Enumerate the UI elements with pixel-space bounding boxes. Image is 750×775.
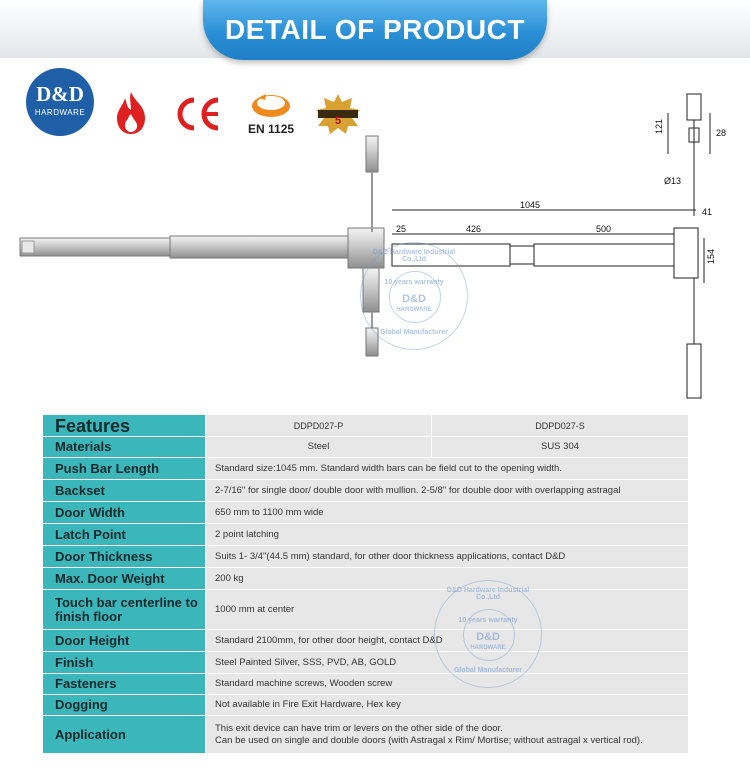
- row-label: Backset: [43, 480, 206, 502]
- row-value: 200 kg: [206, 568, 689, 590]
- table-row: [43, 502, 689, 524]
- watermark-warranty-2: 10 years warranty: [458, 617, 518, 624]
- row-label: Door Thickness: [43, 546, 206, 568]
- row-label: Push Bar Length: [43, 458, 206, 480]
- watermark-bottom-2: Global Manufacturer: [453, 667, 523, 674]
- logo-brand: D&D: [36, 82, 84, 106]
- row-value: Suits 1- 3/4"(44.5 mm) standard, for other door thickness applications, contact D&D: [206, 546, 689, 568]
- fire-icon: [113, 90, 149, 136]
- features-table: [42, 414, 689, 754]
- watermark-bottom: Global Manufacturer: [379, 329, 449, 336]
- dim-41: 41: [702, 207, 713, 217]
- row-label: Door Height: [43, 630, 206, 652]
- table-row: [43, 716, 689, 754]
- dim-500: 500: [596, 224, 612, 234]
- table-row: [43, 590, 689, 630]
- row-value: 2 point latching: [206, 524, 689, 546]
- watermark-sub-2: HARDWARE: [470, 645, 506, 651]
- title-banner: [203, 0, 547, 60]
- row-label: Latch Point: [43, 524, 206, 546]
- table-row: [43, 568, 689, 590]
- table-row: [43, 524, 689, 546]
- materials-p-value: Steel: [206, 437, 432, 458]
- watermark-warranty: 10 years warranty: [384, 279, 444, 286]
- row-label: Application: [43, 716, 206, 754]
- watermark-brand: D&D: [402, 293, 426, 305]
- application-line-2: Can be used on single and double doors (with Astragal x Rim/ Mortise; without astragal x vertical rod).: [215, 734, 643, 746]
- row-label: Max. Door Weight: [43, 568, 206, 590]
- row-value: Standard size:1045 mm. Standard width bars can be field cut to the opening width.: [206, 458, 689, 480]
- row-label: Materials: [43, 437, 206, 458]
- row-value: Standard machine screws, Wooden screw: [206, 674, 689, 695]
- ce-mark-icon: [174, 96, 226, 132]
- row-value: Steel Painted Silver, SSS, PVD, AB, GOLD: [206, 652, 689, 674]
- svg-text:5: 5: [334, 115, 342, 127]
- row-label: Finish: [43, 652, 206, 674]
- materials-s-value: SUS 304: [432, 437, 689, 458]
- brand-logo: [26, 68, 94, 136]
- table-header-row: [43, 415, 689, 437]
- dim-121: 121: [654, 118, 664, 134]
- table-row: [43, 652, 689, 674]
- row-label: Dogging: [43, 695, 206, 716]
- application-value: [206, 716, 689, 754]
- en-1125-label: EN 1125: [248, 122, 295, 136]
- product-photo: [14, 132, 400, 362]
- watermark-arc: D&D Hardware Industrial Co.,Ltd: [372, 249, 456, 263]
- page-title: DETAIL OF PRODUCT: [225, 14, 525, 45]
- watermark-stamp: [360, 242, 468, 350]
- row-label: Touch bar centerline to finish floor: [43, 590, 206, 630]
- warranty-badge-icon: [312, 92, 364, 134]
- table-row: [43, 695, 689, 716]
- table-row: [43, 437, 689, 458]
- row-value: Standard 2100mm, for other door height, contact D&D: [206, 630, 689, 652]
- table-row: [43, 546, 689, 568]
- row-value: Not available in Fire Exit Hardware, Hex key: [206, 695, 689, 716]
- application-line-1: This exit device can have trim or levers on the other side of the door.: [215, 722, 503, 734]
- row-value: 2-7/16" for single door/ double door with mullion. 2-5/8" for double door with overlapping astragal: [206, 480, 689, 502]
- row-value: 1000 mm at center: [206, 590, 689, 630]
- column-ddpd027-p: DDPD027-P: [206, 415, 432, 437]
- table-row: [43, 674, 689, 695]
- table-row: [43, 630, 689, 652]
- row-value: 650 mm to 1100 mm wide: [206, 502, 689, 524]
- dim-1045: 1045: [520, 200, 541, 210]
- column-ddpd027-s: DDPD027-S: [432, 415, 689, 437]
- watermark-arc-2: D&D Hardware Industrial Co.,Ltd: [446, 587, 530, 601]
- dim-426: 426: [466, 224, 482, 234]
- row-label: Fasteners: [43, 674, 206, 695]
- features-title: Features: [43, 415, 206, 437]
- dim-28: 28: [716, 128, 727, 138]
- table-row: [43, 480, 689, 502]
- logo-sub: HARDWARE: [34, 108, 86, 117]
- en-1125-icon: [250, 88, 292, 120]
- watermark-sub: HARDWARE: [396, 307, 432, 313]
- table-row: [43, 458, 689, 480]
- dim-13: Ø13: [664, 176, 682, 186]
- dim-154: 154: [706, 248, 716, 264]
- row-label: Door Width: [43, 502, 206, 524]
- watermark-brand-2: D&D: [476, 631, 500, 643]
- dim-25: 25: [396, 224, 407, 234]
- watermark-stamp-2: [434, 580, 542, 688]
